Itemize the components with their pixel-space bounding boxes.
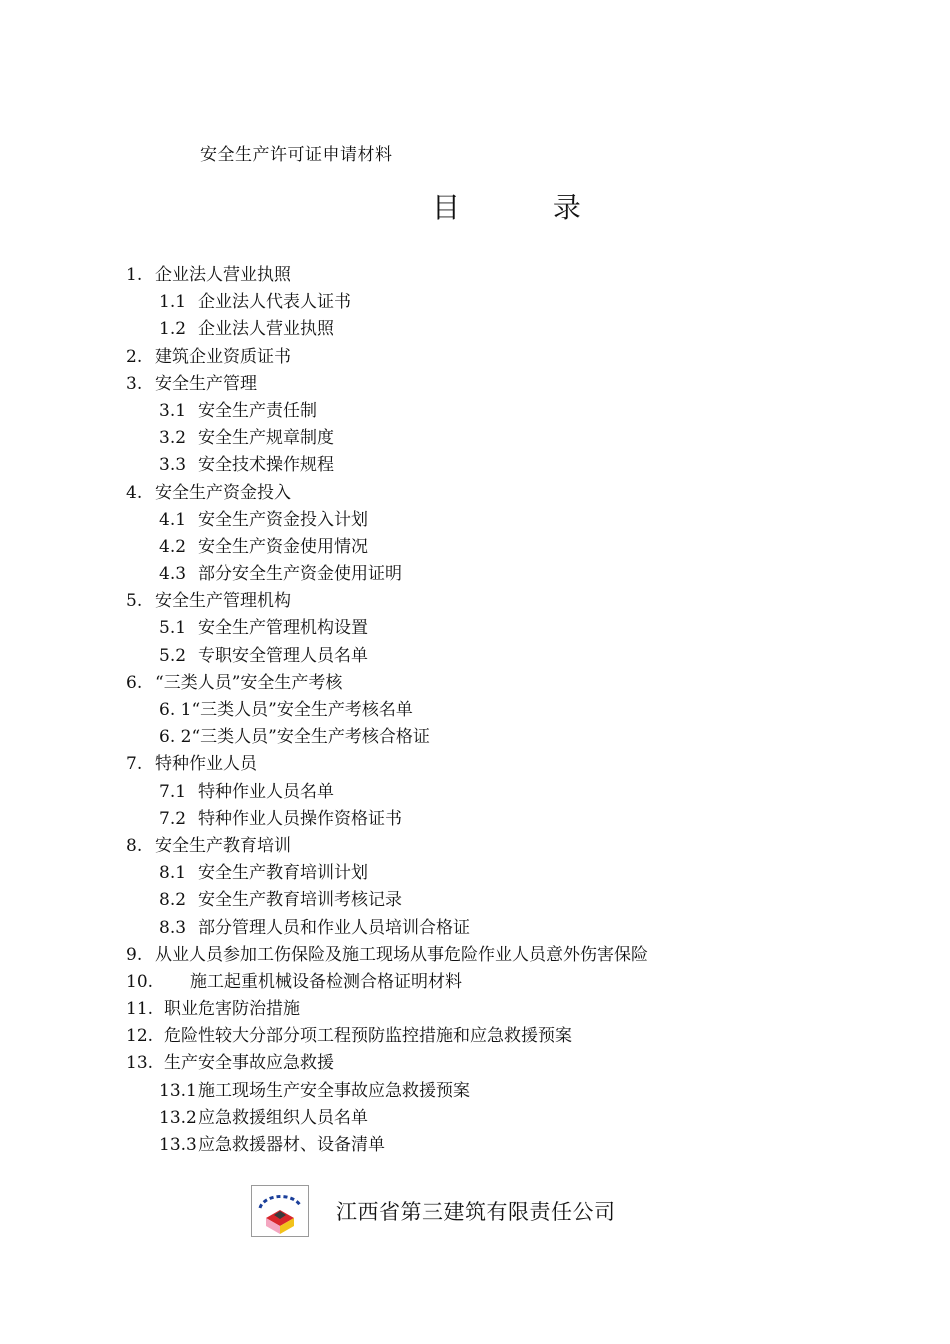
toc-item bbox=[126, 751, 906, 778]
toc-item bbox=[126, 425, 906, 452]
toc-item-number: 7.1 bbox=[159, 781, 187, 802]
toc-item-label: 企业法人代表人证书 bbox=[198, 292, 351, 313]
toc-item-label: 专职安全管理人员名单 bbox=[198, 645, 368, 666]
toc-item-label: 安全生产管理机构 bbox=[155, 591, 291, 612]
toc-item-number: 6. bbox=[126, 672, 143, 693]
toc-item bbox=[126, 643, 906, 670]
toc-item-number: 9. bbox=[126, 944, 143, 965]
toc-item-label: 特种作业人员 bbox=[155, 754, 257, 775]
toc-item-label: 部分安全生产资金使用证明 bbox=[198, 564, 402, 585]
toc-item bbox=[126, 1078, 906, 1105]
toc-item bbox=[126, 833, 906, 860]
toc-item-label: “三类人员”安全生产考核合格证 bbox=[191, 727, 430, 748]
toc-item-number: 3. bbox=[126, 373, 143, 394]
toc-item bbox=[126, 262, 906, 289]
toc-item-number: 12. bbox=[126, 1026, 154, 1047]
toc-item-number: 3.2 bbox=[159, 428, 187, 449]
company-logo-icon bbox=[251, 1185, 309, 1237]
toc-item-number: 7. bbox=[126, 754, 143, 775]
table-of-contents bbox=[126, 262, 906, 1159]
toc-item bbox=[126, 588, 906, 615]
toc-item-label: 建筑企业资质证书 bbox=[155, 346, 291, 367]
toc-item-number: 3.3 bbox=[159, 455, 187, 476]
toc-item bbox=[126, 561, 906, 588]
toc-item-label: 施工现场生产安全事故应急救援预案 bbox=[198, 1080, 470, 1101]
toc-item-label: “三类人员”安全生产考核名单 bbox=[191, 700, 413, 720]
toc-item-number: 4.3 bbox=[159, 564, 187, 585]
toc-item-number: 5.1 bbox=[159, 618, 187, 639]
toc-item bbox=[126, 452, 906, 479]
toc-item-number: 7.2 bbox=[159, 808, 187, 829]
toc-item-number: 4.2 bbox=[159, 536, 187, 557]
toc-item-label: 安全生产资金投入 bbox=[155, 482, 291, 503]
toc-item-number: 8.2 bbox=[159, 890, 187, 911]
toc-item-number: 5. bbox=[126, 591, 143, 612]
toc-item-label: 施工起重机械设备检测合格证明材料 bbox=[190, 971, 462, 992]
toc-item-number: 13. bbox=[126, 1053, 154, 1074]
header-title: 安全生产许可证申请材料 bbox=[200, 145, 393, 165]
footer bbox=[251, 1183, 616, 1238]
toc-item bbox=[126, 1023, 906, 1050]
toc-item-label: 安全技术操作规程 bbox=[198, 455, 334, 476]
toc-item bbox=[126, 615, 906, 642]
toc-item bbox=[126, 697, 906, 724]
toc-item bbox=[126, 480, 906, 507]
toc-item bbox=[126, 860, 906, 887]
toc-item bbox=[126, 996, 906, 1023]
toc-item bbox=[126, 289, 906, 316]
toc-item bbox=[126, 398, 906, 425]
toc-item-number: 13.2 bbox=[159, 1107, 197, 1128]
toc-item-label: 安全生产规章制度 bbox=[198, 428, 334, 449]
toc-item-number: 11. bbox=[126, 999, 154, 1020]
toc-item-label: 安全生产责任制 bbox=[198, 400, 317, 421]
toc-item-label: 特种作业人员名单 bbox=[198, 781, 334, 802]
toc-item-label: 企业法人营业执照 bbox=[198, 319, 334, 340]
toc-item-label: “三类人员”安全生产考核 bbox=[155, 672, 343, 693]
toc-item-number: 5.2 bbox=[159, 645, 187, 666]
toc-item bbox=[126, 670, 906, 697]
toc-item-label: 应急救援器材、设备清单 bbox=[198, 1135, 385, 1155]
toc-item bbox=[126, 779, 906, 806]
toc-item-number: 8. bbox=[126, 835, 143, 856]
toc-item-number: 8.3 bbox=[159, 917, 187, 938]
toc-item-label: 安全生产教育培训 bbox=[155, 835, 291, 856]
toc-item-label: 危险性较大分部分项工程预防监控措施和应急救援预案 bbox=[164, 1026, 572, 1047]
toc-item-number: 6. 1 bbox=[159, 700, 192, 720]
toc-item bbox=[126, 915, 906, 942]
toc-item-number: 3.1 bbox=[159, 400, 187, 421]
toc-item bbox=[126, 371, 906, 398]
toc-item-number: 1.1 bbox=[159, 292, 187, 313]
toc-item bbox=[126, 969, 906, 996]
toc-item-number: 4.1 bbox=[159, 509, 187, 530]
toc-item-label: 安全生产教育培训计划 bbox=[198, 863, 368, 884]
toc-item-label: 从业人员参加工伤保险及施工现场从事危险作业人员意外伤害保险 bbox=[155, 944, 648, 965]
toc-item bbox=[126, 1132, 906, 1159]
toc-item-label: 特种作业人员操作资格证书 bbox=[198, 808, 402, 829]
toc-item bbox=[126, 507, 906, 534]
toc-item-number: 1.2 bbox=[159, 319, 187, 340]
toc-item-number: 13.3 bbox=[159, 1135, 197, 1155]
toc-item-label: 安全生产教育培训考核记录 bbox=[198, 890, 402, 911]
toc-item bbox=[126, 344, 906, 371]
toc-item-number: 13.1 bbox=[159, 1080, 197, 1101]
company-name: 江西省第三建筑有限责任公司 bbox=[336, 1199, 616, 1224]
toc-item-number: 1. bbox=[126, 265, 143, 285]
toc-item-number: 4. bbox=[126, 482, 143, 503]
toc-item-label: 企业法人营业执照 bbox=[155, 265, 291, 285]
toc-item-label: 应急救援组织人员名单 bbox=[198, 1107, 368, 1128]
toc-item bbox=[126, 1105, 906, 1132]
toc-item bbox=[126, 724, 906, 751]
toc-item-label: 部分管理人员和作业人员培训合格证 bbox=[198, 917, 470, 938]
toc-item bbox=[126, 942, 906, 969]
toc-item bbox=[126, 534, 906, 561]
toc-item bbox=[126, 316, 906, 343]
toc-item-label: 生产安全事故应急救援 bbox=[164, 1053, 334, 1074]
toc-item-label: 安全生产管理 bbox=[155, 373, 257, 394]
toc-item-label: 安全生产资金投入计划 bbox=[198, 509, 368, 530]
toc-item-number: 2. bbox=[126, 346, 143, 367]
toc-item-number: 6. 2 bbox=[159, 727, 192, 748]
toc-item-label: 安全生产管理机构设置 bbox=[198, 618, 368, 639]
toc-item-number: 8.1 bbox=[159, 863, 187, 884]
toc-item-number: 10. bbox=[126, 971, 154, 992]
toc-heading: 目 录 bbox=[432, 191, 623, 224]
toc-item bbox=[126, 1050, 906, 1077]
toc-item bbox=[126, 806, 906, 833]
toc-item bbox=[126, 887, 906, 914]
toc-item-label: 安全生产资金使用情况 bbox=[198, 536, 368, 557]
toc-item-label: 职业危害防治措施 bbox=[164, 999, 300, 1020]
